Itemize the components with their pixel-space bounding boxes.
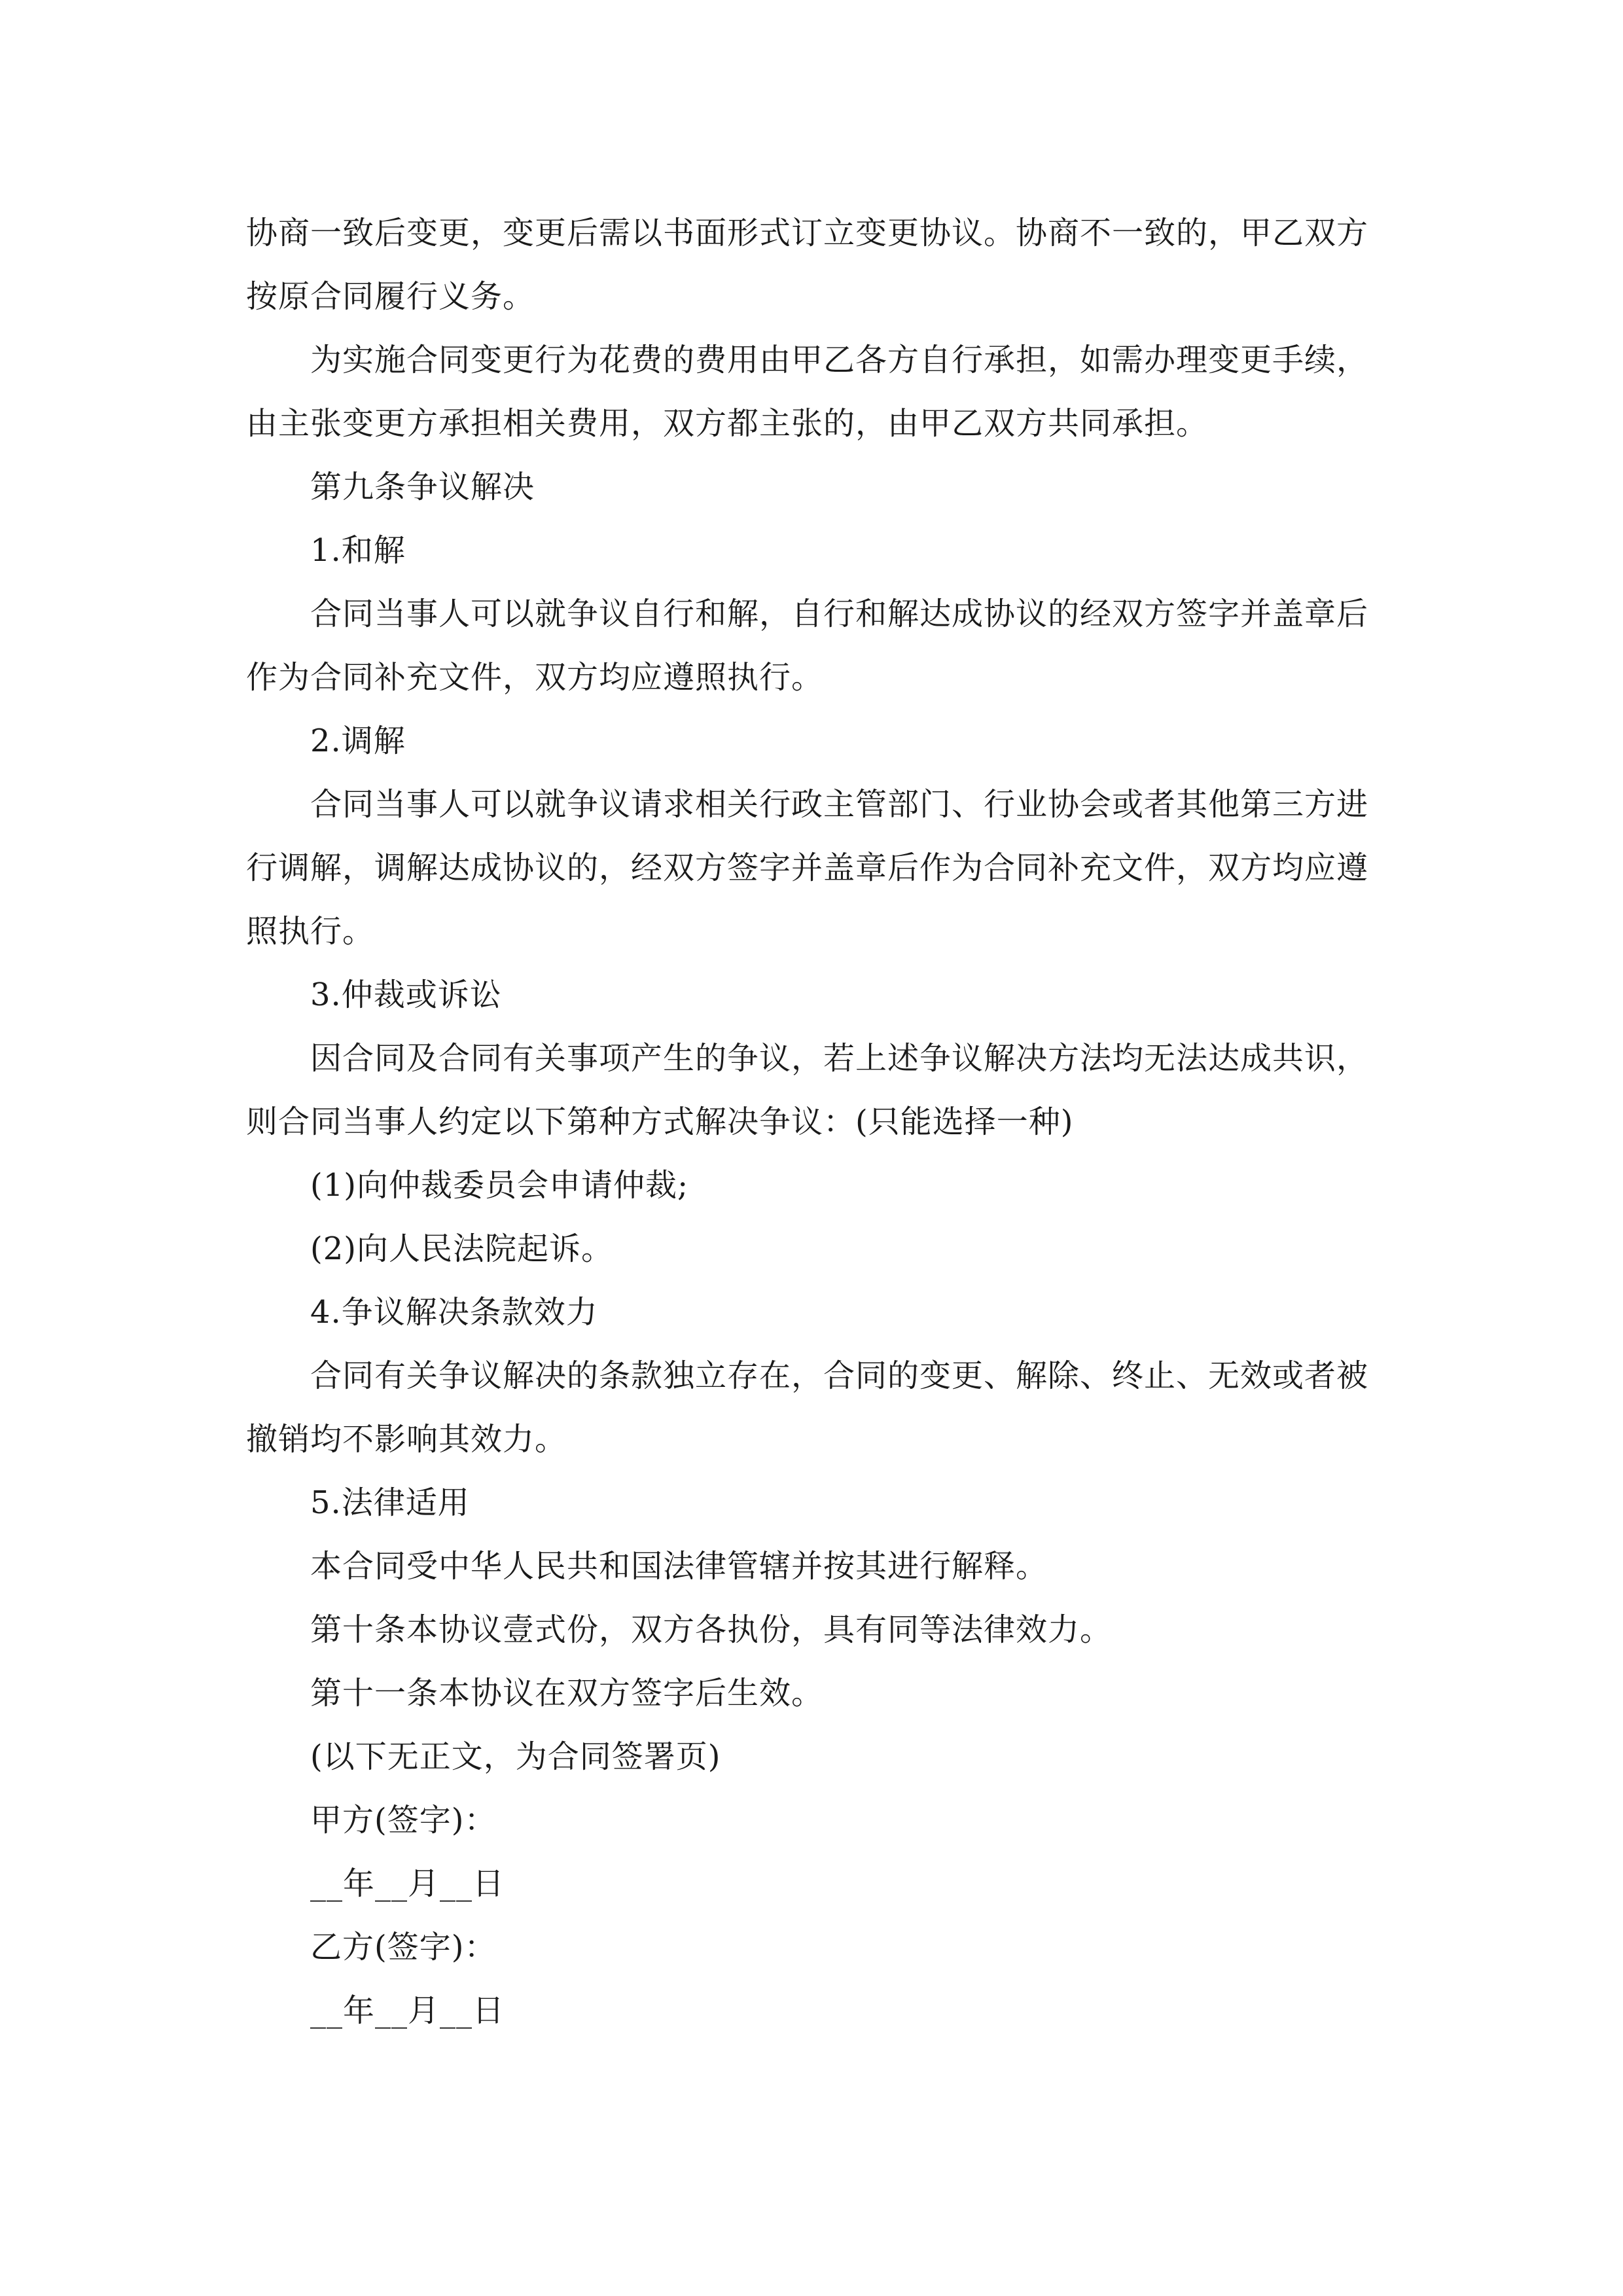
paragraph-line: 协商一致后变更，变更后需以书面形式订立变更协议。协商不一致的，甲乙双方 <box>246 215 1369 251</box>
paragraph-line: 合同当事人可以就争议请求相关行政主管部门、行业协会或者其他第三方进 <box>310 786 1369 823</box>
party-a-date: __年__月__日 <box>310 1865 505 1902</box>
article-heading: 第十一条本协议在双方签字后生效。 <box>310 1675 824 1712</box>
section-heading: 1.和解 <box>310 532 406 569</box>
section-heading: 5.法律适用 <box>310 1484 470 1521</box>
paragraph-line: 作为合同补充文件，双方均应遵照执行。 <box>246 659 824 696</box>
paragraph-line: 因合同及合同有关事项产生的争议，若上述争议解决方法均无法达成共识， <box>310 1040 1369 1077</box>
list-item: (1)向仲裁委员会申请仲裁; <box>310 1167 689 1204</box>
paragraph-line: 按原合同履行义务。 <box>246 278 535 315</box>
paragraph-line: 照执行。 <box>246 913 375 950</box>
document-body <box>246 202 1385 2043</box>
paragraph-line: 合同当事人可以就争议自行和解，自行和解达成协议的经双方签字并盖章后 <box>310 596 1369 632</box>
paragraph-line: 为实施合同变更行为花费的费用由甲乙各方自行承担，如需办理变更手续， <box>310 342 1369 378</box>
paragraph-line: 本合同受中华人民共和国法律管辖并按其进行解释。 <box>310 1548 1048 1585</box>
paragraph-line: (以下无正文，为合同签署页) <box>310 1738 721 1775</box>
section-heading: 3.仲裁或诉讼 <box>310 977 502 1013</box>
section-heading: 4.争议解决条款效力 <box>310 1294 598 1331</box>
list-item: (2)向人民法院起诉。 <box>310 1230 613 1267</box>
paragraph-line: 撤销均不影响其效力。 <box>246 1421 567 1458</box>
section-heading: 2.调解 <box>310 723 406 759</box>
party-b-signature: 乙方(签字)： <box>310 1929 497 1965</box>
party-b-date: __年__月__日 <box>310 1992 505 2029</box>
paragraph-line: 合同有关争议解决的条款独立存在，合同的变更、解除、终止、无效或者被 <box>310 1357 1369 1394</box>
paragraph-line: 则合同当事人约定以下第种方式解决争议：(只能选择一种) <box>246 1103 1074 1140</box>
paragraph-line: 行调解，调解达成协议的，经双方签字并盖章后作为合同补充文件，双方均应遵 <box>246 850 1369 886</box>
article-heading: 第十条本协议壹式份，双方各执份，具有同等法律效力。 <box>310 1611 1113 1648</box>
article-heading: 第九条争议解决 <box>310 469 535 505</box>
paragraph-line: 由主张变更方承担相关费用，双方都主张的，由甲乙双方共同承担。 <box>246 405 1209 442</box>
party-a-signature: 甲方(签字)： <box>310 1802 497 1839</box>
